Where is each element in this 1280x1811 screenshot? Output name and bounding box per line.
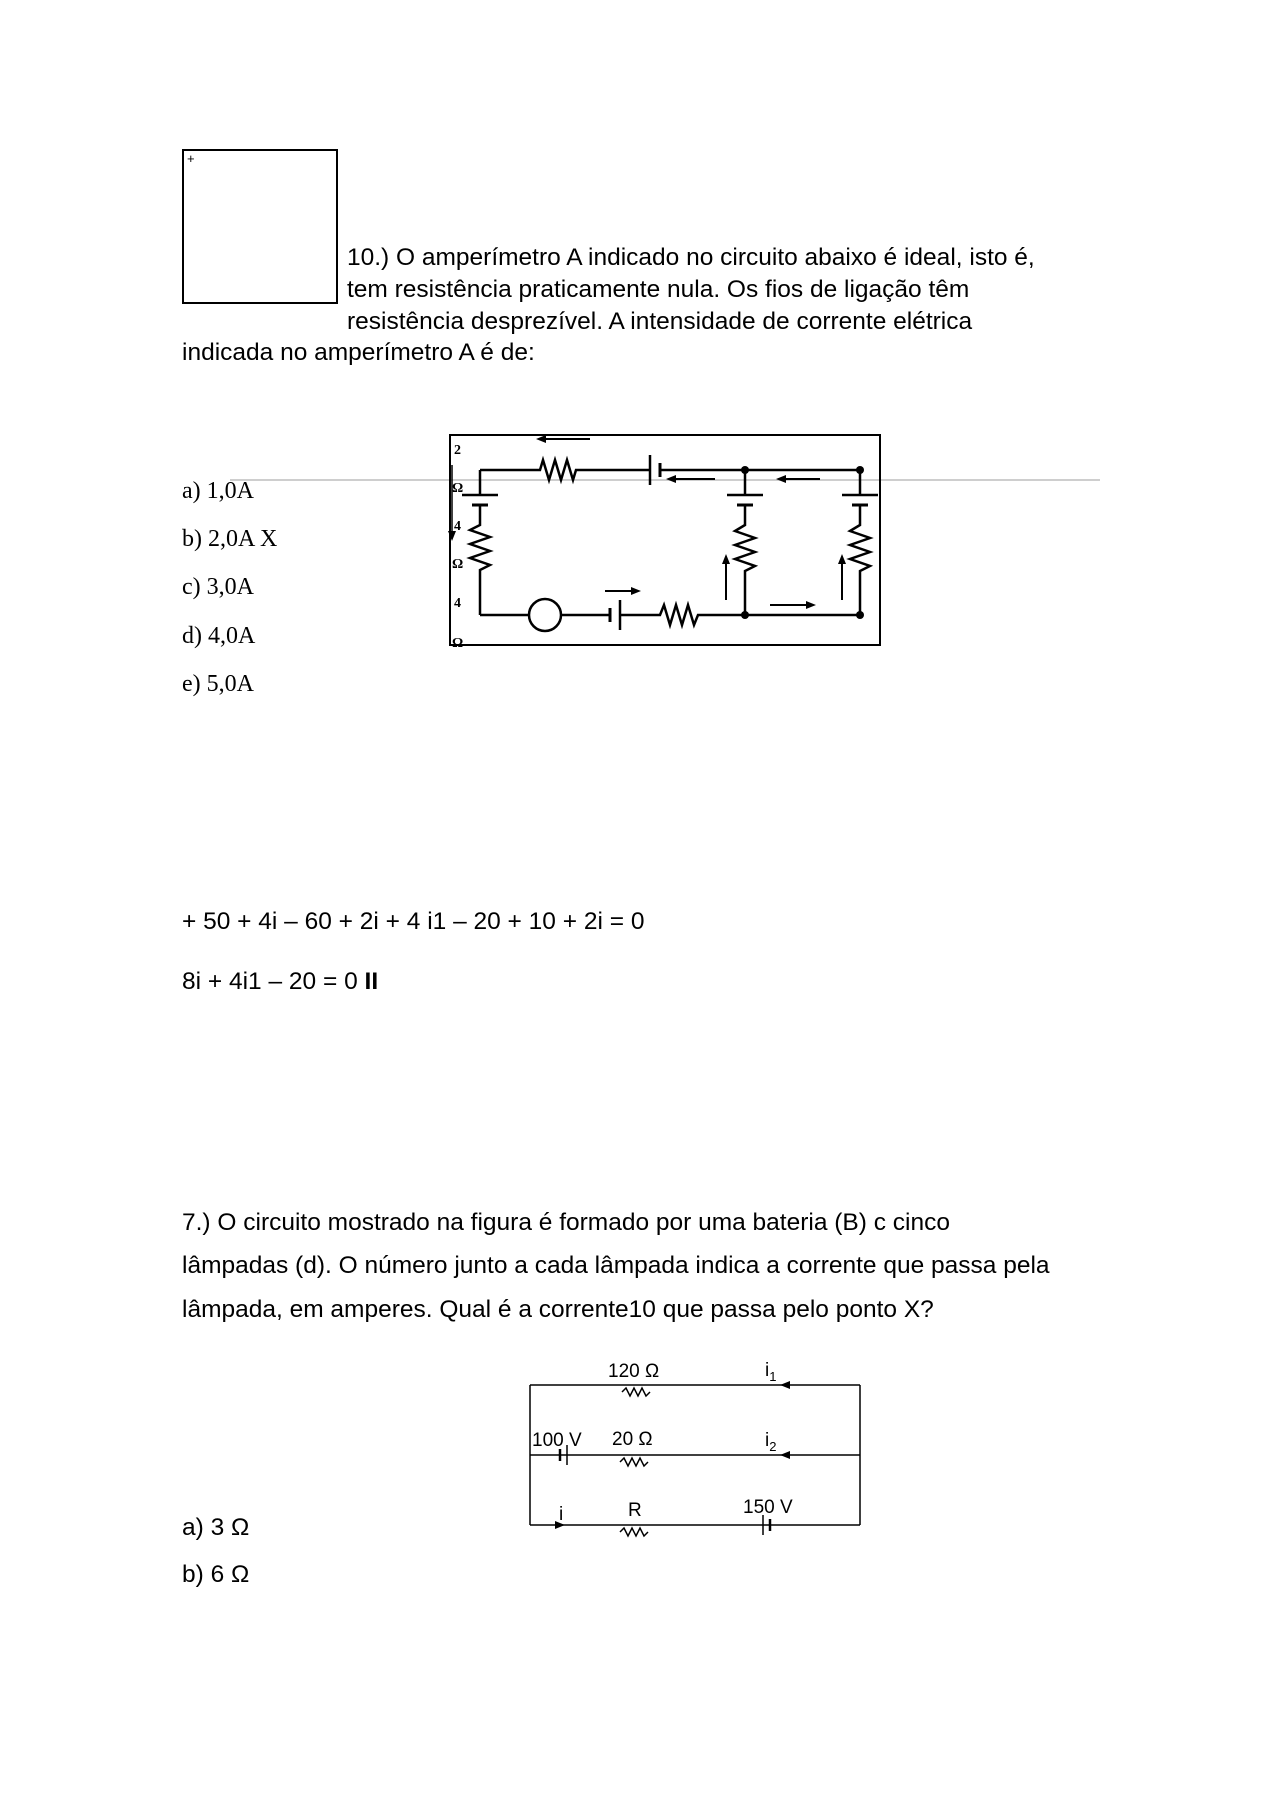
q10-option-e: e) 5,0A	[182, 671, 254, 697]
q10-circuit-diagram	[230, 425, 1110, 655]
q10-option-c: c) 3,0A	[182, 574, 254, 600]
label-i2: $i_2$	[765, 1430, 777, 1454]
label-ohm-3: Ω	[452, 636, 464, 651]
plus-mark: +	[187, 151, 195, 166]
label-120-ohm: 120 Ω	[608, 1361, 660, 1382]
q7-r-bottom	[620, 1528, 648, 1536]
label-4a: 4	[454, 519, 461, 534]
equation-2	[182, 967, 378, 997]
right-resistor	[850, 505, 870, 615]
mid-resistor	[735, 505, 755, 615]
q10-line-4: indicada no amperímetro A é de:	[182, 339, 535, 366]
top-resistor	[480, 460, 650, 480]
label-i: i	[559, 1504, 564, 1525]
right-arrow-head	[838, 554, 846, 564]
q7-option-a: a) 3 Ω	[182, 1514, 250, 1541]
q7-option-b: b) 6 Ω	[182, 1561, 250, 1588]
label-ohm-1: Ω	[452, 481, 464, 496]
q7-circuit-diagram	[520, 1345, 870, 1540]
q10-option-d: d) 4,0A	[182, 623, 256, 649]
q10-line-3: resistência desprezível. A intensidade de corrente elétrica	[347, 308, 973, 335]
ammeter	[529, 599, 561, 631]
q10-line-2: tem resistência praticamente nula. Os fios de ligação têm	[347, 276, 970, 303]
q7-line-2: lâmpadas (d). O número junto a cada lâmpada indica a corrente que passa pela	[182, 1252, 1050, 1279]
label-R: R	[628, 1500, 642, 1521]
left-resistor	[470, 505, 490, 615]
bottom-resistor	[620, 605, 745, 625]
equation-2-text: 8i + 4i1 – 20 = 0	[182, 968, 365, 995]
label-150v: 150 V	[743, 1497, 793, 1518]
equation-2-mark: II	[364, 968, 379, 995]
q10-option-b: b) 2,0A X	[182, 526, 278, 552]
q10-line-1: 10.) O amperímetro A indicado no circuito abaixo é ideal, isto é,	[347, 244, 1035, 271]
label-i1: $i_1$	[765, 1360, 777, 1384]
label-2: 2	[454, 443, 461, 458]
label-100v: 100 V	[532, 1430, 582, 1451]
q7-line-1: 7.) O circuito mostrado na figura é formado por uma bateria (B) c cinco	[182, 1209, 950, 1236]
equation-1: + 50 + 4i – 60 + 2i + 4 i1 – 20 + 10 + 2i = 0	[182, 908, 645, 935]
circuit-frame	[450, 435, 880, 645]
blank-image-box	[182, 149, 338, 304]
q7-r-top	[622, 1388, 650, 1396]
q7-r-mid	[620, 1458, 648, 1466]
label-ohm-2: Ω	[452, 557, 464, 572]
mid-arrow-head	[722, 554, 730, 564]
label-4b: 4	[454, 596, 461, 611]
q10-option-a: a) 1,0A	[182, 478, 254, 504]
i2-arrow	[780, 1451, 790, 1459]
bottom-arrow-head	[631, 587, 641, 595]
bottom-arrow-head-2	[806, 601, 816, 609]
label-20-ohm: 20 Ω	[612, 1429, 653, 1450]
i1-arrow	[780, 1381, 790, 1389]
q7-line-3: lâmpada, em amperes. Qual é a corrente10 que passa pelo ponto X?	[182, 1296, 934, 1323]
top-arrow-head	[536, 435, 546, 443]
